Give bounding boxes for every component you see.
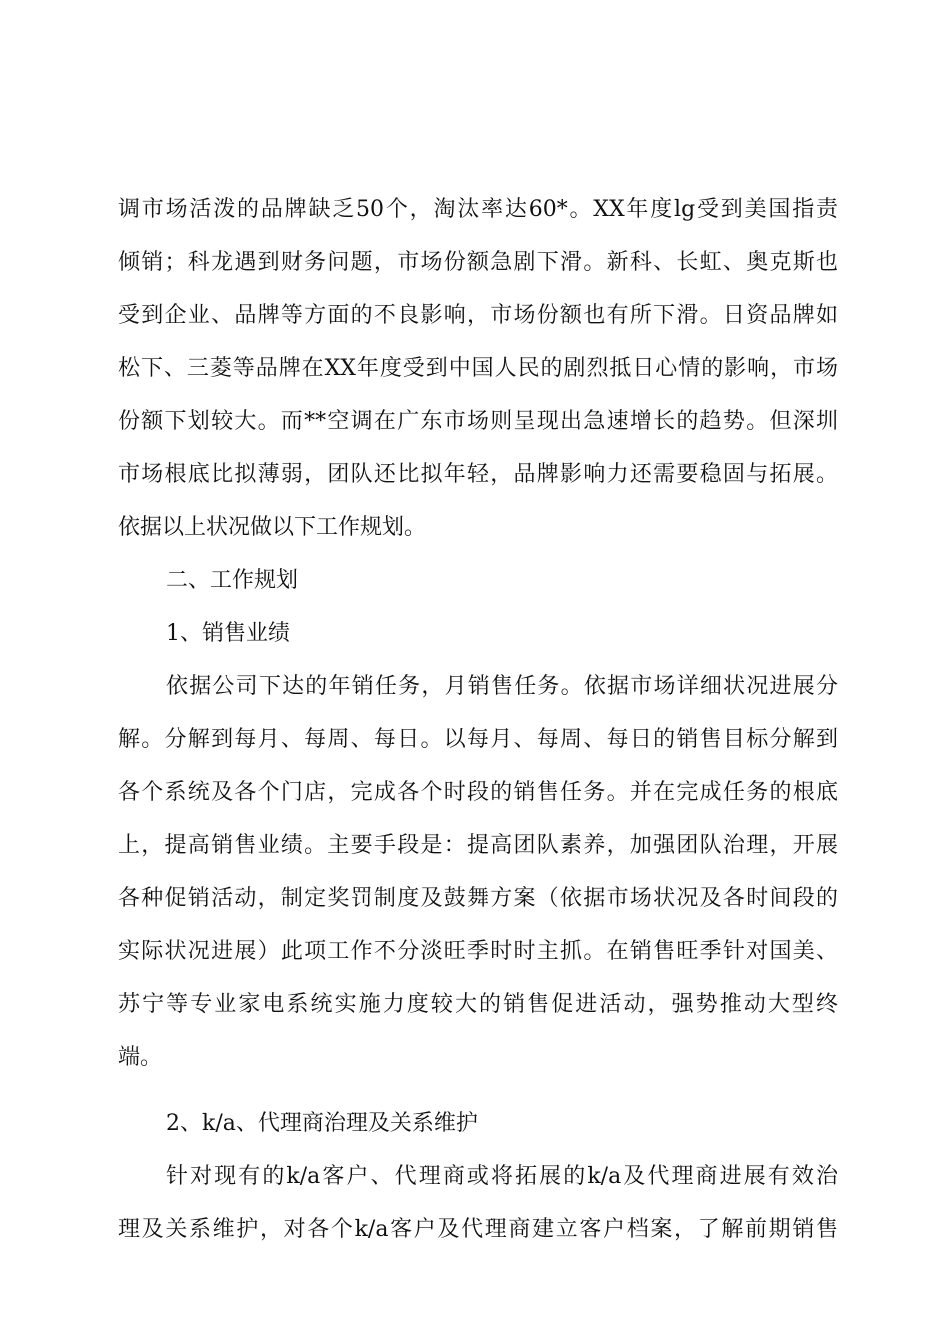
document-body: [118, 183, 838, 1256]
text-line: 依据公司下达的年销任务，月销售任务。依据市场详细状况进展分: [166, 674, 838, 699]
paragraph-sales-performance: [118, 660, 838, 1084]
spacer: [118, 1084, 838, 1097]
text-line: 解。分解到每月、每周、每日。以每月、每周、每日的销售目标分解到: [118, 727, 838, 752]
text-line: 苏宁等专业家电系统实施力度较大的销售促进活动，强势推动大型终: [118, 992, 838, 1017]
text-line: 受到企业、品牌等方面的不良影响，市场份额也有所下滑。日资品牌如: [118, 303, 838, 328]
text-line: 针对现有的k/a客户、代理商或将拓展的k/a及代理商进展有效治: [166, 1164, 838, 1189]
text-line: 端。: [118, 1045, 163, 1070]
text-line: 倾销；科龙遇到财务问题，市场份额急剧下滑。新科、长虹、奥克斯也: [118, 250, 838, 275]
text-line: 上，提高销售业绩。主要手段是：提高团队素养，加强团队治理，开展: [118, 833, 838, 858]
text-line: 理及关系维护，对各个k/a客户及代理商建立客户档案，了解前期销售: [118, 1217, 838, 1242]
subheading-sales-performance: 1、销售业绩: [166, 621, 290, 646]
paragraph-market-analysis: [118, 183, 838, 554]
text-line: 各个系统及各个门店，完成各个时段的销售任务。并在完成任务的根底: [118, 780, 838, 805]
text-line: 松下、三菱等品牌在XX年度受到中国人民的剧烈抵日心情的影响，市场: [118, 356, 838, 381]
text-line: 实际状况进展）此项工作不分淡旺季时时主抓。在销售旺季针对国美、: [118, 939, 838, 964]
text-line: 市场根底比拟薄弱，团队还比拟年轻，品牌影响力还需要稳固与拓展。: [118, 462, 838, 487]
text-line: 调市场活泼的品牌缺乏50个，淘汰率达60*。XX年度lg受到美国指责: [118, 197, 838, 222]
paragraph-ka-agent-management: [118, 1150, 838, 1256]
text-line: 依据以上状况做以下工作规划。: [118, 515, 427, 540]
subheading-ka-agent-management: 2、k/a、代理商治理及关系维护: [166, 1111, 478, 1136]
section-heading-work-plan: 二、工作规划: [166, 568, 299, 593]
text-line: 份额下划较大。而**空调在广东市场则呈现出急速增长的趋势。但深圳: [118, 409, 838, 434]
text-line: 各种促销活动，制定奖罚制度及鼓舞方案（依据市场状况及各时间段的: [118, 886, 838, 911]
